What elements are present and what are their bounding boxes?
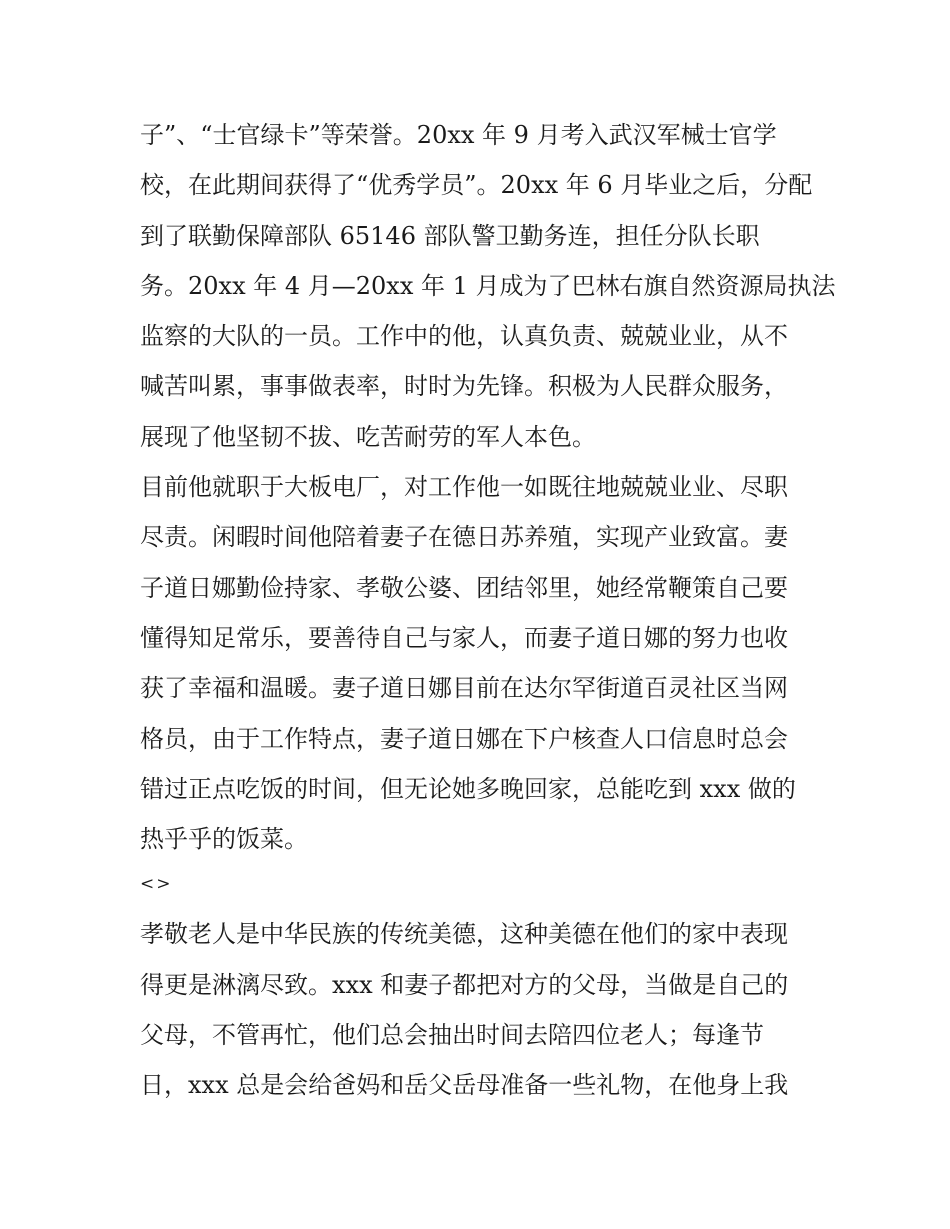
text-line: 错过正点吃饭的时间，但无论她多晚回家，总能吃到 xxx 做的 xyxy=(140,774,796,803)
text-line: 子道日娜勤俭持家、孝敬公婆、团结邻里，她经常鞭策自己要 xyxy=(140,573,788,602)
text-line: 格员，由于工作特点，妻子道日娜在下户核查人口信息时总会 xyxy=(140,724,788,753)
text-line: 懂得知足常乐，要善待自己与家人，而妻子道日娜的努力也收 xyxy=(140,623,788,652)
text-line: 得更是淋漓尽致。xxx 和妻子都把对方的父母，当做是自己的 xyxy=(140,970,789,999)
section-marker: <> xyxy=(140,874,173,895)
text-line: 喊苦叫累，事事做表率，时时为先锋。积极为人民群众服务， xyxy=(140,372,788,401)
text-line: 目前他就职于大板电厂，对工作他一如既往地兢兢业业、尽职 xyxy=(140,473,788,502)
document-body xyxy=(140,110,836,1111)
text-line: 展现了他坚韧不拔、吃苦耐劳的军人本色。 xyxy=(140,422,596,451)
text-line: 务。20xx 年 4 月—20xx 年 1 月成为了巴林右旗自然资源局执法 xyxy=(140,271,836,300)
text-line: 父母，不管再忙，他们总会抽出时间去陪四位老人；每逢节 xyxy=(140,1021,764,1050)
text-line: 子”、“士官绿卡”等荣誉。20xx 年 9 月考入武汉军械士官学 xyxy=(140,121,777,149)
text-line: 到了联勤保障部队 65146 部队警卫勤务连，担任分队长职 xyxy=(140,221,760,250)
text-line: 尽责。闲暇时间他陪着妻子在德日苏养殖，实现产业致富。妻 xyxy=(140,523,788,552)
text-line: 获了幸福和温暖。妻子道日娜目前在达尔罕街道百灵社区当网 xyxy=(140,674,788,703)
text-line: 热乎乎的饭菜。 xyxy=(140,825,308,854)
text-line: 孝敬老人是中华民族的传统美德，这种美德在他们的家中表现 xyxy=(140,920,788,949)
text-line: 监察的大队的一员。工作中的他，认真负责、兢兢业业，从不 xyxy=(140,322,788,351)
text-line: 日，xxx 总是会给爸妈和岳父岳母准备一些礼物，在他身上我 xyxy=(140,1071,789,1100)
text-line: 校，在此期间获得了“优秀学员”。20xx 年 6 月毕业之后，分配 xyxy=(140,171,813,200)
